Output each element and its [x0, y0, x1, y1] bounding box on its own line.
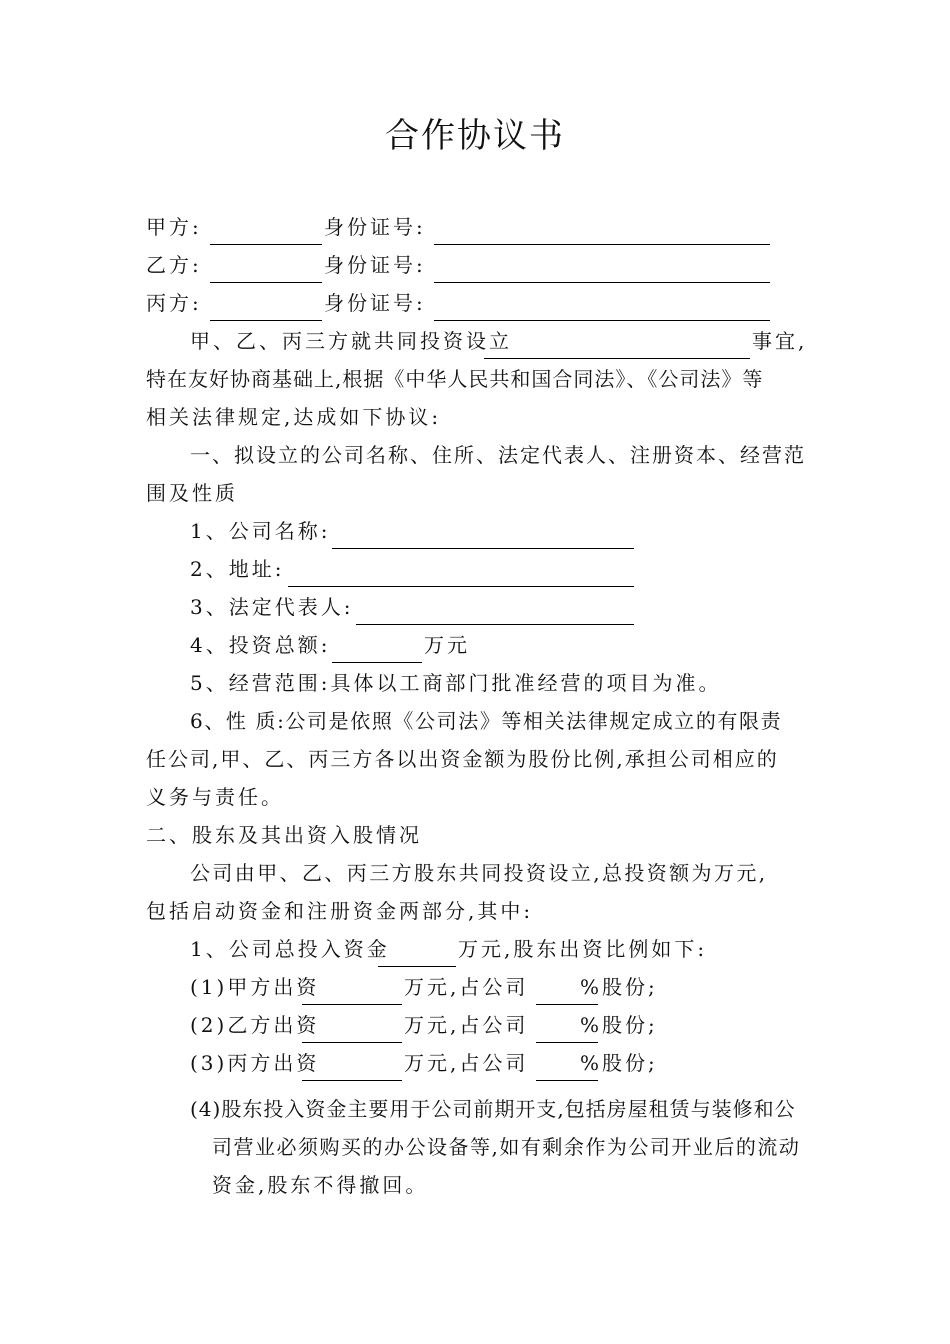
total-investment-post: 万元,股东出资比例如下:	[458, 937, 708, 961]
investment-unit: 万元	[424, 633, 470, 657]
intro-post-line	[752, 322, 807, 360]
party-name-blank[interactable]	[210, 290, 322, 321]
contribution-b-mid: 万元,占公司	[404, 1013, 529, 1037]
contribution-amount-blank[interactable]	[302, 1012, 402, 1043]
company-name-label: 1、公司名称:	[190, 519, 331, 543]
intro-pre: 甲、乙、丙三方就共同投资设立	[190, 329, 512, 353]
section2-heading: 二、股东及其出资入股情况	[146, 823, 422, 847]
investment-label: 4、投资总额:	[190, 633, 331, 657]
party-label: 甲方:	[146, 215, 202, 239]
id-label-line	[324, 284, 426, 322]
party-label: 乙方:	[146, 253, 202, 277]
party-label: 丙方:	[146, 291, 202, 315]
section1-heading-line1: 一、拟设立的公司名称、住所、法定代表人、注册资本、经营范	[190, 443, 806, 467]
company-purpose-blank[interactable]	[484, 328, 750, 359]
contribution-a-mid: 万元,占公司	[404, 975, 529, 999]
party-line-a	[146, 208, 202, 246]
id-number-label: 身份证号:	[324, 291, 426, 315]
contribution-c-post: %股份;	[580, 1051, 658, 1075]
id-number-label: 身份证号:	[324, 215, 426, 239]
contribution-c-pre: (3)丙方出资	[190, 1051, 320, 1075]
item4-line3: 资金,股东不得撤回。	[212, 1173, 429, 1197]
business-scope: 5、经营范围:具体以工商部门批准经营的项目为准。	[190, 671, 722, 695]
address-blank[interactable]	[288, 556, 634, 587]
party-line-c	[146, 284, 202, 322]
company-name-blank[interactable]	[332, 518, 634, 549]
contribution-b-pre: (2)乙方出资	[190, 1013, 320, 1037]
contribution-a-post: %股份;	[580, 975, 658, 999]
nature-line2: 任公司,甲、乙、丙三方各以出资金额为股份比例,承担公司相应的	[146, 747, 779, 771]
contribution-c-mid: 万元,占公司	[404, 1051, 529, 1075]
intro-line-2: 特在友好协商基础上,根据《中华人民共和国合同法》、《公司法》等	[146, 367, 764, 391]
address-label: 2、地址:	[190, 557, 285, 581]
contribution-amount-blank[interactable]	[302, 1050, 402, 1081]
intro-post: 事宜,	[752, 329, 808, 353]
contribution-a-pre: (1)甲方出资	[190, 975, 320, 999]
nature-line3: 义务与责任。	[146, 785, 284, 809]
total-investment-pre: 1、公司总投入资金	[190, 937, 390, 961]
party-line-b	[146, 246, 202, 284]
section1-heading-line2: 围及性质	[146, 481, 238, 505]
id-number-label: 身份证号:	[324, 253, 426, 277]
item4-line1: (4)股东投入资金主要用于公司前期开支,包括房屋租赁与装修和公	[190, 1097, 796, 1121]
section2-p1-line2: 包括启动资金和注册资金两部分,其中:	[146, 899, 534, 923]
investment-blank[interactable]	[332, 632, 422, 663]
legal-rep-blank[interactable]	[356, 594, 634, 625]
party-name-blank[interactable]	[210, 214, 322, 245]
item4-line2: 司营业必须购买的办公设备等,如有剩余作为公司开业后的流动	[212, 1135, 801, 1159]
party-name-blank[interactable]	[210, 252, 322, 283]
legal-rep-label: 3、法定代表人:	[190, 595, 354, 619]
id-label-line	[324, 208, 426, 246]
id-number-blank[interactable]	[434, 290, 770, 321]
intro-line-1	[190, 322, 512, 360]
id-number-blank[interactable]	[434, 252, 770, 283]
contribution-b-post: %股份;	[580, 1013, 658, 1037]
intro-line-3: 相关法律规定,达成如下协议:	[146, 405, 442, 429]
id-label-line	[324, 246, 426, 284]
contribution-amount-blank[interactable]	[302, 974, 402, 1005]
nature-line1: 6、性 质:公司是依照《公司法》等相关法律规定成立的有限责	[190, 709, 783, 733]
document-title: 合作协议书	[385, 116, 565, 156]
id-number-blank[interactable]	[434, 214, 770, 245]
section2-p1-line1: 公司由甲、乙、丙三方股东共同投资设立,总投资额为万元,	[190, 861, 768, 885]
total-investment-blank[interactable]	[378, 936, 456, 967]
